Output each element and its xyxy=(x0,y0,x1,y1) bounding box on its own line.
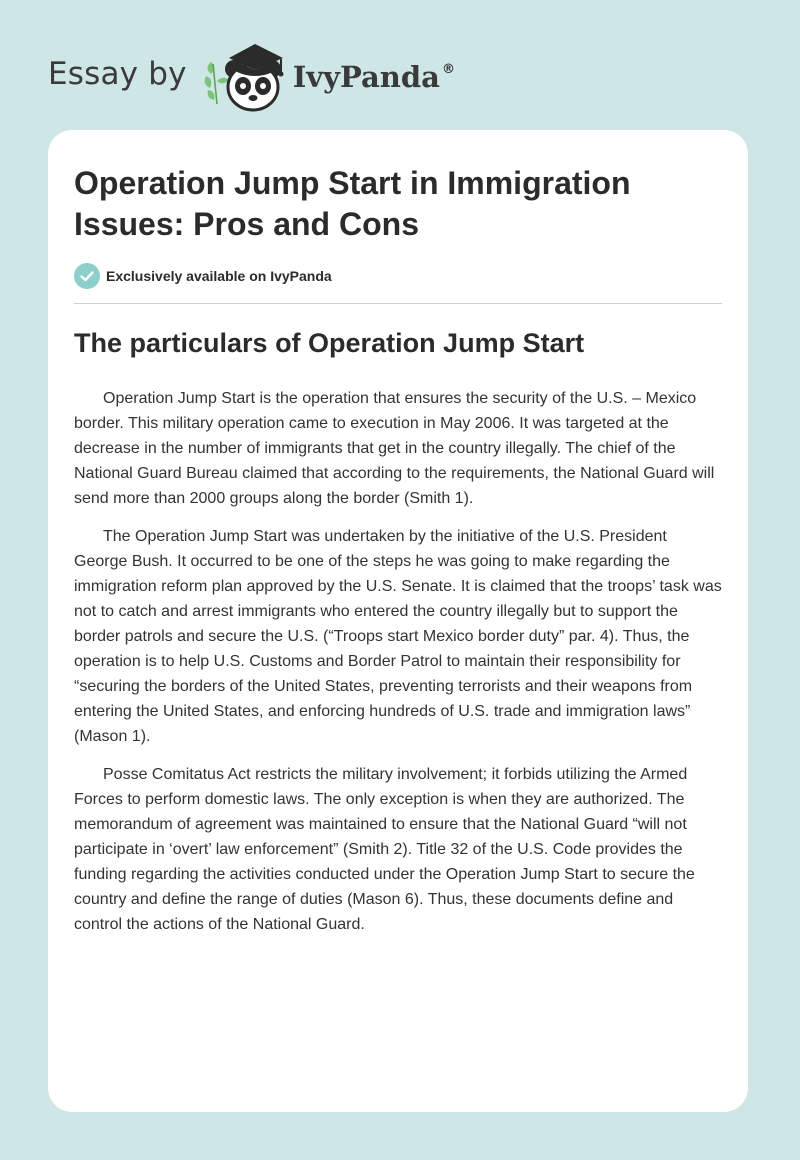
registered-mark: ® xyxy=(441,62,455,77)
brand-name[interactable] xyxy=(293,60,455,94)
paragraph: Posse Comitatus Act restricts the military involvement; it forbids utilizing the Armed Forces to perform domestic laws. The only exception is when they are authorized. The memorandum of agreement was maintained to ensure that the National Guard “will not participate in ‘overt’ law enforcement” (Smith 2). Title 32 of the U.S. Code provides the funding regarding the activities conducted under the Operation Jump Start to secure the country and define the range of duties (Mason 6). Thus, these documents define and control the actions of the National Guard. xyxy=(74,766,695,933)
divider xyxy=(74,303,722,304)
page-title: Operation Jump Start in Immigration Issues: Pros and Cons xyxy=(74,165,631,242)
paragraph: The Operation Jump Start was undertaken by the initiative of the U.S. President George Bush. It occurred to be one of the steps he was going to make regarding the immigration reform plan approved by the U.S. Senate. It is claimed that the troops’ task was not to catch and arrest immigrants who entered the country illegally but to support the border patrols and secure the U.S. (“Troops start Mexico border duty” par. 4). Thus, the operation is to help U.S. Customs and Border Patrol to maintain their responsibility for “securing the borders of the United States, preventing terrorists and their weapons from entering the United States, and enforcing hundreds of U.S. trade and immigration laws” (Mason 1). xyxy=(74,528,722,745)
check-circle-icon xyxy=(74,263,100,289)
article-body xyxy=(74,386,724,950)
exclusive-label: Exclusively available on IvyPanda xyxy=(106,268,332,284)
essay-card xyxy=(48,130,748,1112)
section-heading: The particulars of Operation Jump Start xyxy=(74,328,585,358)
panda-graduate-icon[interactable] xyxy=(201,34,291,114)
site-header xyxy=(48,34,455,114)
paragraph: Operation Jump Start is the operation that ensures the security of the U.S. – Mexico border. This military operation came to execution in May 2006. It was targeted at the decrease in the number of immigrants that get in the country illegally. The chief of the National Guard Bureau claimed that according to the requirements, the National Guard will send more than 2000 groups along the border (Smith 1). xyxy=(74,390,715,507)
brand-text: IvyPanda xyxy=(292,60,440,94)
essay-by-label: Essay by xyxy=(48,56,187,92)
exclusive-badge xyxy=(74,263,332,289)
